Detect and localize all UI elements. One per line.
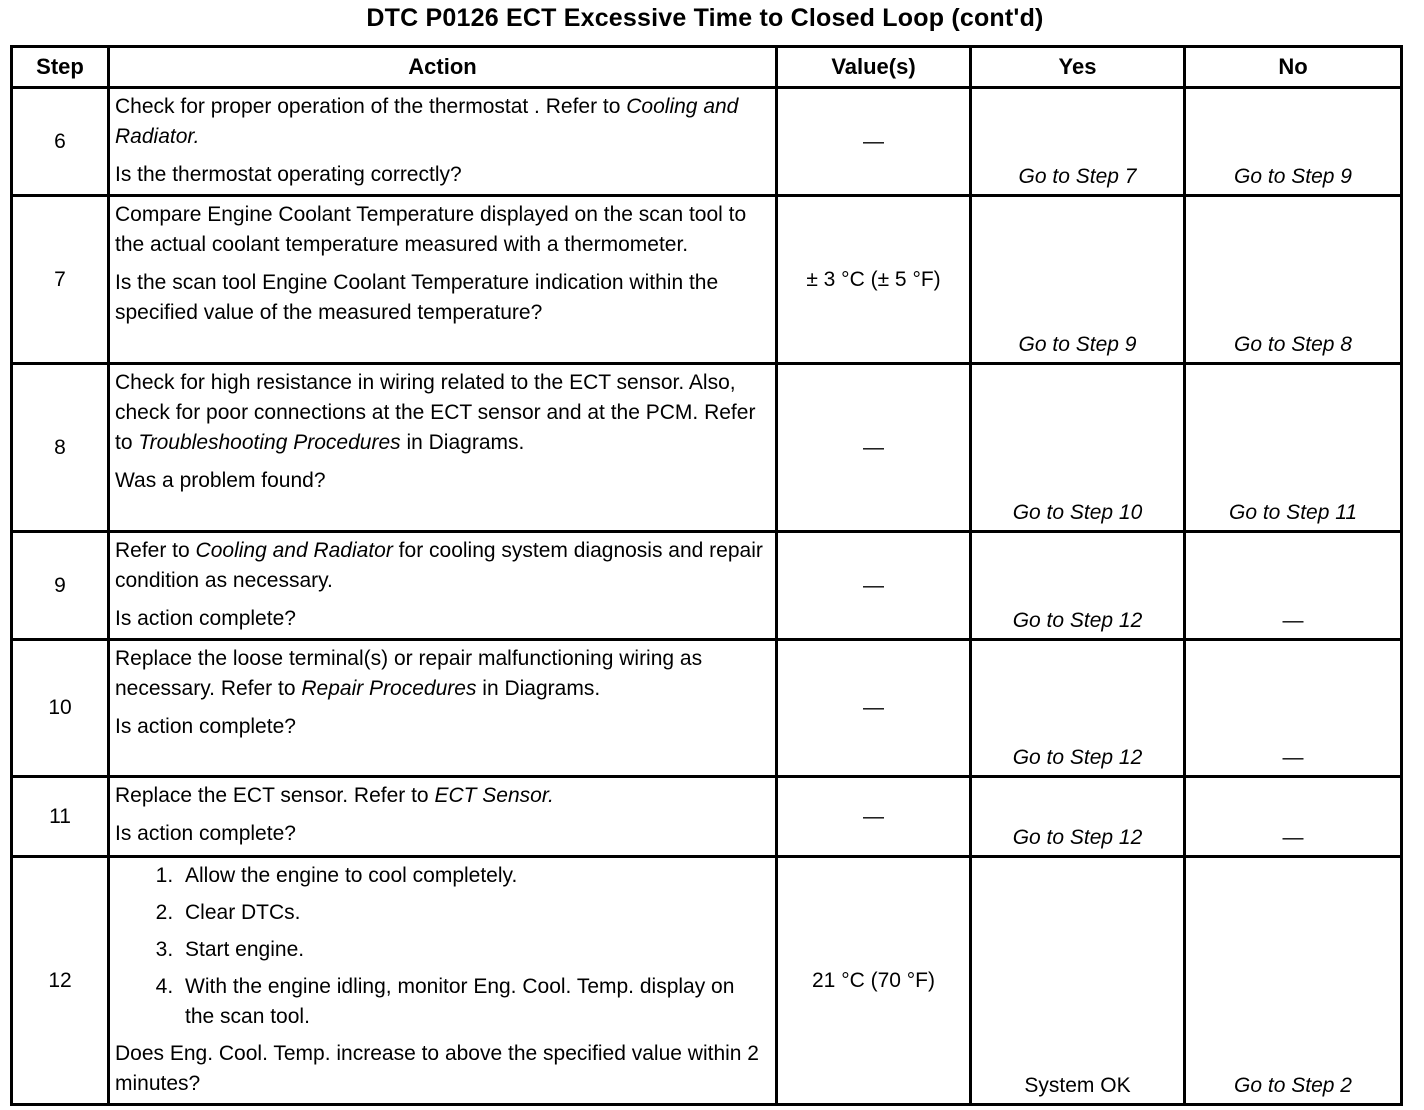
step-number: 8: [12, 364, 109, 532]
table-row-step-12: [12, 857, 1402, 1105]
header-step: Step: [12, 47, 109, 88]
value-cell: ± 3 °C (± 5 °F): [777, 196, 971, 364]
step-number: 11: [12, 777, 109, 857]
action-question: Is the scan tool Engine Coolant Temperature indication within the specified value of the measured temperature?: [115, 271, 719, 324]
table-row-step-9: [12, 532, 1402, 640]
action-cell: [109, 532, 777, 640]
value-cell: 21 °C (70 °F): [777, 857, 971, 1105]
header-values: Value(s): [777, 47, 971, 88]
action-cell: [109, 777, 777, 857]
diagnostic-table: [10, 45, 1403, 1106]
header-action: Action: [109, 47, 777, 88]
reference-link: Cooling and Radiator: [195, 539, 393, 562]
no-cell: —: [1185, 532, 1402, 640]
value-cell: —: [777, 532, 971, 640]
value-cell: —: [777, 777, 971, 857]
table-row-step-7: [12, 196, 1402, 364]
step-number: 10: [12, 640, 109, 777]
yes-cell: Go to Step 9: [971, 196, 1185, 364]
table-row-step-10: [12, 640, 1402, 777]
no-cell: —: [1185, 777, 1402, 857]
page-title: DTC P0126 ECT Excessive Time to Closed Loop (cont'd): [366, 4, 1044, 32]
step-number: 7: [12, 196, 109, 364]
no-cell: Go to Step 11: [1185, 364, 1402, 532]
list-item: 3. Start engine.: [179, 935, 769, 965]
yes-cell: Go to Step 7: [971, 88, 1185, 196]
action-question: Is action complete?: [115, 607, 296, 630]
yes-cell: Go to Step 12: [971, 532, 1185, 640]
table-row-step-6: [12, 88, 1402, 196]
no-cell: Go to Step 8: [1185, 196, 1402, 364]
reference-link: Troubleshooting Procedures: [138, 431, 401, 454]
step-number: 12: [12, 857, 109, 1105]
yes-cell: Go to Step 12: [971, 640, 1185, 777]
action-instruction: Check for proper operation of the thermostat . Refer to Cooling and Radiator.: [115, 95, 739, 148]
action-instruction: Replace the loose terminal(s) or repair malfunctioning wiring as necessary. Refer to Repair Procedures in Diagrams.: [115, 647, 703, 700]
action-cell: [109, 857, 777, 1105]
value-cell: —: [777, 364, 971, 532]
action-instruction: Refer to Cooling and Radiator for cooling system diagnosis and repair condition as necessary.: [115, 539, 763, 592]
list-item: 4. With the engine idling, monitor Eng. Cool. Temp. display on the scan tool.: [179, 972, 769, 1032]
header-no: No: [1185, 47, 1402, 88]
value-cell: —: [777, 640, 971, 777]
action-question: Is the thermostat operating correctly?: [115, 163, 462, 186]
no-cell: —: [1185, 640, 1402, 777]
table-row-step-11: [12, 777, 1402, 857]
step-number: 6: [12, 88, 109, 196]
no-cell: Go to Step 9: [1185, 88, 1402, 196]
reference-link: Repair Procedures: [301, 677, 477, 700]
header-yes: Yes: [971, 47, 1185, 88]
no-cell: Go to Step 2: [1185, 857, 1402, 1105]
yes-cell: System OK: [971, 857, 1185, 1105]
value-cell: —: [777, 88, 971, 196]
action-question: Was a problem found?: [115, 469, 326, 492]
reference-link: Cooling and Radiator.: [115, 95, 739, 148]
step-number: 9: [12, 532, 109, 640]
header-row: [12, 47, 1402, 88]
action-question: Is action complete?: [115, 822, 296, 845]
action-question: Is action complete?: [115, 715, 296, 738]
procedure-list: [115, 861, 769, 1032]
yes-cell: Go to Step 12: [971, 777, 1185, 857]
action-cell: [109, 364, 777, 532]
table-row-step-8: [12, 364, 1402, 532]
action-question: Does Eng. Cool. Temp. increase to above the specified value within 2 minutes?: [115, 1042, 759, 1095]
list-item: 2. Clear DTCs.: [179, 898, 769, 928]
action-cell: [109, 640, 777, 777]
action-instruction: Compare Engine Coolant Temperature displayed on the scan tool to the actual coolant temperature measured with a thermometer.: [115, 203, 747, 256]
yes-cell: Go to Step 10: [971, 364, 1185, 532]
action-instruction: Replace the ECT sensor. Refer to ECT Sensor.: [115, 784, 554, 807]
reference-link: ECT Sensor.: [434, 784, 554, 807]
action-instruction: Check for high resistance in wiring related to the ECT sensor. Also, check for poor connections at the ECT sensor and at the PCM. Refer to Troubleshooting Procedures in Diagrams.: [115, 371, 756, 454]
action-cell: [109, 196, 777, 364]
action-cell: [109, 88, 777, 196]
list-item: 1. Allow the engine to cool completely.: [179, 861, 769, 891]
